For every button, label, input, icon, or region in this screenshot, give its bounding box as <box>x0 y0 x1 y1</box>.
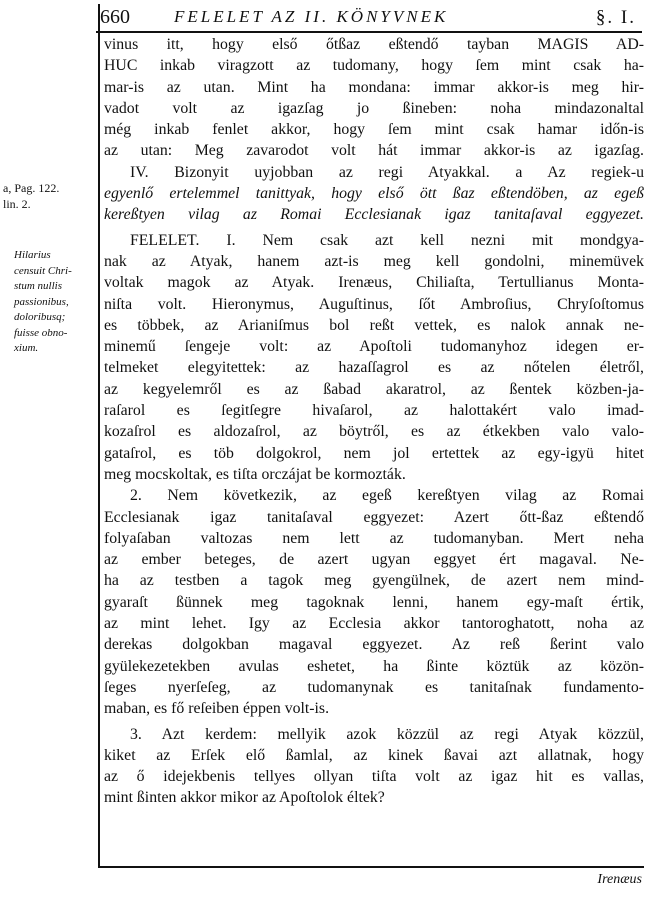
paragraph <box>104 230 644 486</box>
text-line: meg mocskoltak, es tiſta orczájat be kormozták. <box>104 465 406 483</box>
margin-reference-line: a, Pag. 122. <box>3 181 60 195</box>
text-line: kereßtyen vilag az Romai Ecclesianak igaz tanitaſaval eggyezet. <box>104 206 644 224</box>
text-line: gataſrol, es töb dolgokrol, nem jol ertettek az egy-igyü hitet <box>104 444 644 462</box>
section-mark: §. I. <box>595 7 636 28</box>
text-line: az kegyelemről es az ßabad akaratrol, az ßentek közben-ja- <box>104 380 644 398</box>
margin-reference-line: lin. 2. <box>3 197 31 211</box>
text-line: nak az Atyak, hanem azt-is meg kell gondolni, minemüvek <box>104 252 644 270</box>
margin-note-line: xium. <box>14 342 39 354</box>
text-line: raſarol es ſegitſegre hivaſarol, az halottakért valo imad- <box>104 402 644 420</box>
text-line: IV. Bizonyit uyjobban az regi Atyakkal. a Az regiek-u <box>130 163 644 181</box>
margin-note <box>14 248 96 357</box>
text-line: vadot volt az igazſag jo ßineben: noha mindazonaltal <box>104 99 644 117</box>
text-line: 2. Nem következik, az egeß kereßtyen vilag az Romai <box>130 487 644 505</box>
margin-reference <box>3 180 95 212</box>
text-line: es többek, az Arianiſmus bol reßt vettek, es nalok annak ne- <box>104 316 644 334</box>
margin-note-line: stum nullis <box>14 280 62 292</box>
text-line: niſta volt. Hieronymus, Auguſtinus, ſőt Ambroſius, Chryſoſtomus <box>104 295 644 313</box>
margin-note-line: doloribusq; <box>14 311 66 323</box>
paragraph <box>104 485 644 719</box>
margin-note-line: censuit Chri- <box>14 264 72 277</box>
text-line: derekas dolgokban magaval eggyezet. Az reß ßerint valo <box>104 636 644 654</box>
paragraph <box>104 162 644 226</box>
text-line: az ember beteges, de azert ugyan eggyet ért magaval. Ne- <box>104 551 644 569</box>
text-line: telmeket elegyitettek: az hazaſſagrol es az nőtelen életről, <box>104 359 644 377</box>
text-line: ha az testben a tagok meg gyengülnek, de azert nem mind- <box>104 572 644 590</box>
page-header <box>96 4 644 30</box>
text-line: gyaraſt ßünnek meg tagoknak lenni, hanem egy-maſt értik, <box>104 593 644 611</box>
text-line: gyülekezetekben avulas eshetet, ha ßinte köztük az közön- <box>104 657 644 675</box>
text-line: mint ßinten akkor mikor az Apoſtolok éltek? <box>104 789 385 807</box>
text-line: kozaſrol es aldozaſrol, az böytről, es az étkekben valo valo- <box>104 423 644 441</box>
text-line: Ecclesianak igaz tanitaſaval eggyezet: Azert őtt-ßaz eßtendő <box>104 508 644 526</box>
page-number: 660 <box>100 6 130 28</box>
text-line: minemű ſengeje volt: az Apoſtoli tudomanyhoz idegen er- <box>104 338 644 356</box>
text-line: az utan: Meg zavarodot volt hát immar akkor-is az igazſag. <box>104 142 644 160</box>
margin-note-line: passionibus, <box>14 295 69 308</box>
text-line: ſeges nyerſeſeg, az tudomanynak es tanitaſnak fundamento- <box>104 678 644 696</box>
text-line: FELELET. I. Nem csak azt kell nezni mit mondgya- <box>130 231 644 249</box>
text-line: folyaſaban valtozas nem lett az tudomanyban. Mert neha <box>104 529 644 547</box>
text-line: mar-is az utan. Mint ha mondana: immar akkor-is meg hir- <box>104 78 644 96</box>
text-line: az mint lehet. Igy az Ecclesia akkor tantoroghatott, noha az <box>104 615 644 633</box>
margin-note-line: Hilarius <box>14 249 51 261</box>
text-line: vinus itt, hogy első őtßaz eßtendő tayban MAGIS AD- <box>104 36 644 53</box>
body-text <box>104 34 644 809</box>
margin-rule <box>98 4 100 866</box>
text-line: voltak magok az Atyak. Irenæus, Chiliaſta, Tertullianus Monta- <box>104 274 644 292</box>
text-line: az ő idejekbenis tellyes ollyan tiſta volt az igaz hit es vallas, <box>104 768 644 786</box>
paragraph <box>104 724 644 809</box>
catchword: Irenæus <box>597 872 642 887</box>
margin-note-line: fuisse obno- <box>14 326 68 339</box>
text-line: HUC inkab viragzott az tudomany, hogy ſem mint csak ha- <box>104 57 644 75</box>
paragraph <box>104 34 644 162</box>
text-line: egyenlő ertelemmel tanittyak, hogy első ött ßaz eßtendöben, az egeß <box>104 185 644 203</box>
text-line: maban, es fő reſeiben éppen volt-is. <box>104 700 330 718</box>
text-line: 3. Azt kerdem: mellyik azok közzül az regi Atyak közzül, <box>130 725 644 743</box>
text-line: még inkab fenlet akkor, hogy ſem mint csak hamar időn-is <box>104 121 644 139</box>
running-title: FELELET AZ II. KÖNYVNEK <box>174 7 449 26</box>
text-line: kiket az Erſek elő ßamlal, az kinek ßavai azt allatnak, hogy <box>104 746 644 764</box>
header-rule <box>96 31 642 33</box>
footer-rule <box>98 866 644 868</box>
